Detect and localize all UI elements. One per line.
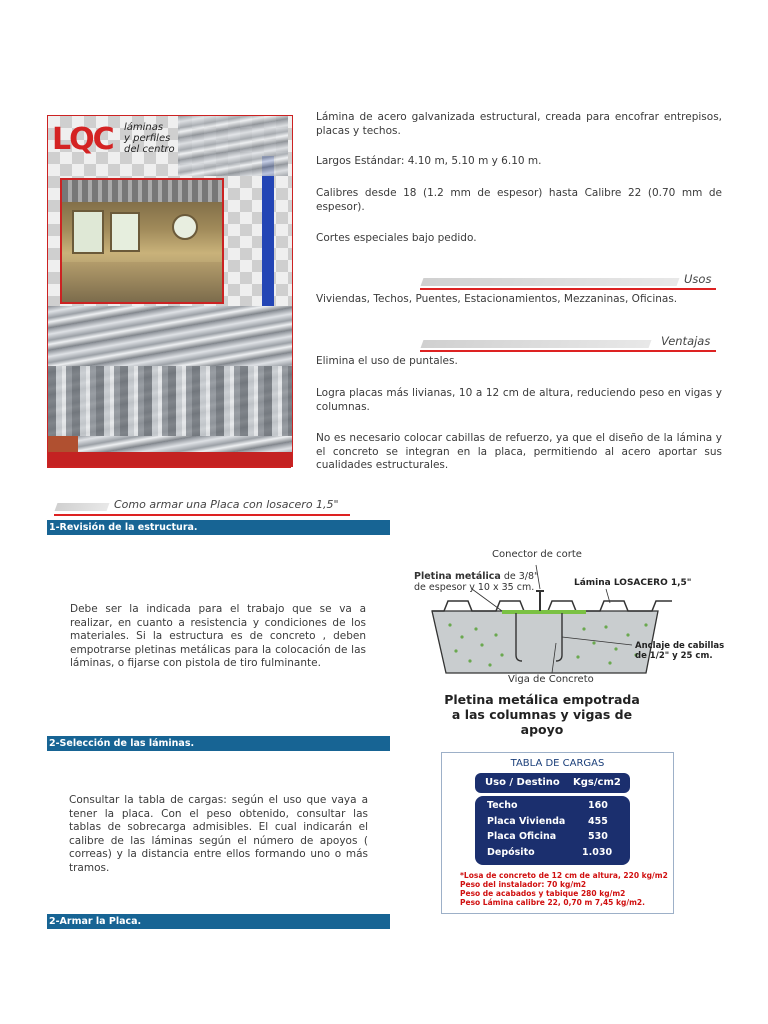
step-1-bar: 1-Revisión de la estructura. xyxy=(47,520,390,535)
ventajas-paragraph-1: Elimina el uso de puntales. xyxy=(316,355,458,367)
intro-paragraph-1: Lámina de acero galvanizada estructural, creada para encofrar entrepisos, placas y techos. xyxy=(316,111,722,137)
ventajas-heading: Ventajas xyxy=(661,334,711,348)
conector-label: Conector de corte xyxy=(492,549,582,560)
pletina-diagram xyxy=(410,545,740,737)
viga-label: Viga de Concreto xyxy=(508,674,594,685)
como-armar-heading: Como armar una Placa con losacero 1,5" xyxy=(114,498,339,511)
step-2-text: Consultar la tabla de cargas: según el uso que vaya a tener la placa. Con el peso obtenido, consultar las tablas de sobrecarga admisibles. El cual indicarán el calibre de las láminas según el número de apoyos ( correas) y la distancia entre ellos formando uno o más tramos. xyxy=(69,794,368,874)
room-photo xyxy=(60,178,224,304)
table-row: Techo 160 xyxy=(487,800,608,811)
step-2-bar: 2-Selección de las láminas. xyxy=(47,736,390,751)
table-row: Placa Oficina 530 xyxy=(487,831,608,842)
pletina-label: Pletina metálica de 3/8" de espesor y 10 x 35 cm. xyxy=(414,571,539,593)
brochure-image xyxy=(47,115,293,467)
load-table xyxy=(441,752,674,914)
diagram-caption: Pletina metálica empotrada a las columnas y vigas de apoyo xyxy=(444,692,640,737)
step-3-bar: 2-Armar la Placa. xyxy=(47,914,390,929)
lamina-label: Lámina LOSACERO 1,5" xyxy=(574,578,692,588)
ventajas-paragraph-2: Logra placas más livianas, 10 a 12 cm de altura, reduciendo peso en vigas y columnas. xyxy=(316,387,722,413)
load-table-body xyxy=(475,796,630,865)
table-row: Placa Vivienda 455 xyxy=(487,816,608,827)
load-table-title: TABLA DE CARGAS xyxy=(510,758,605,769)
usos-heading: Usos xyxy=(684,272,712,286)
col-value-header: Kgs/cm2 xyxy=(573,777,621,788)
table-row: Depósito 1.030 xyxy=(487,847,613,858)
usos-text: Viviendas, Techos, Puentes, Estacionamientos, Mezzaninas, Oficinas. xyxy=(316,293,678,305)
step-1-text: Debe ser la indicada para el trabajo que se va a realizar, en cuanto a resistencia y condiciones de los materiales. Si la estructura es de concreto , deben empotrarse pletinas metálicas para la colocación de las láminas, o fijarse con pistola de tiro fulminante. xyxy=(70,603,366,669)
logo-tagline: láminas y perfiles del centro xyxy=(124,122,175,155)
steel-sheets-top xyxy=(178,116,288,176)
col-use-header: Uso / Destino xyxy=(485,777,560,788)
anclaje-label: Anclaje de cabillas de 1/2" y 25 cm. xyxy=(635,641,725,661)
logo: LQC xyxy=(52,122,113,157)
load-table-notes: *Losa de concreto de 12 cm de altura, 220 kg/m2 Peso del instalador: 70 kg/m2 Peso de acabados y tabique 280 kg/m2 Peso Lámina calibre 22, 0,70 m 7,45 kg/m2. xyxy=(460,871,668,907)
ventajas-paragraph-3: No es necesario colocar cabillas de refuerzo, ya que el diseño de la lámina y el concreto se integran en la placa, permitiendo al acero aportar sus cualidades estructurales. xyxy=(316,432,722,471)
load-table-header xyxy=(475,773,630,793)
red-band xyxy=(48,452,292,466)
intro-paragraph-3: Calibres desde 18 (1.2 mm de espesor) hasta Calibre 22 (0.70 mm de espesor). xyxy=(316,187,722,213)
intro-paragraph-2: Largos Estándar: 4.10 m, 5.10 m y 6.10 m. xyxy=(316,155,542,167)
intro-paragraph-4: Cortes especiales bajo pedido. xyxy=(316,232,477,244)
